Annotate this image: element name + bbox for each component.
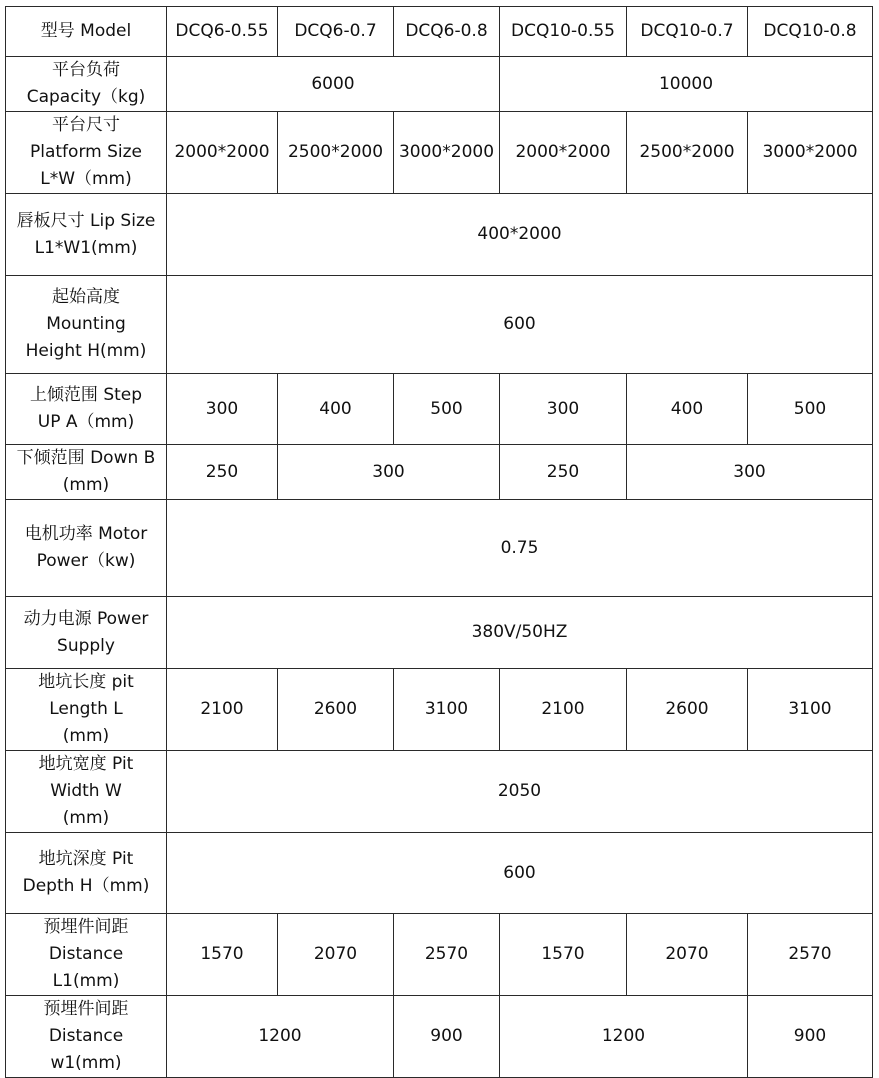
row-label-cell: 唇板尺寸 Lip Size L1*W1(mm) (6, 194, 167, 276)
row-label-cell: 电机功率 Motor Power（kw) (6, 500, 167, 597)
value-cell: 1570 (500, 914, 627, 996)
value-cell: 300 (278, 445, 500, 500)
row-label-cell: 下倾范围 Down B (mm) (6, 445, 167, 500)
value-cell: 400*2000 (167, 194, 873, 276)
spec-row (6, 669, 873, 751)
header-label-cell: 型号 Model (6, 7, 167, 57)
value-cell: 500 (394, 374, 500, 445)
spec-row (6, 194, 873, 276)
row-label-cell: 地坑宽度 Pit Width W (mm) (6, 751, 167, 833)
spec-row (6, 112, 873, 194)
spec-row (6, 500, 873, 597)
model-header-cell: DCQ10-0.55 (500, 7, 627, 57)
spec-row (6, 833, 873, 914)
value-cell: 0.75 (167, 500, 873, 597)
value-cell: 2570 (748, 914, 873, 996)
header-row (6, 7, 873, 57)
spec-row (6, 597, 873, 669)
value-cell: 400 (627, 374, 748, 445)
value-cell: 300 (167, 374, 278, 445)
row-label-cell: 平台负荷 Capacity（kg) (6, 57, 167, 112)
value-cell: 10000 (500, 57, 873, 112)
value-cell: 1200 (167, 996, 394, 1078)
value-cell: 3100 (394, 669, 500, 751)
value-cell: 1570 (167, 914, 278, 996)
value-cell: 2050 (167, 751, 873, 833)
value-cell: 2500*2000 (278, 112, 394, 194)
value-cell: 250 (167, 445, 278, 500)
value-cell: 2070 (627, 914, 748, 996)
value-cell: 600 (167, 833, 873, 914)
row-label-cell: 动力电源 Power Supply (6, 597, 167, 669)
value-cell: 2500*2000 (627, 112, 748, 194)
model-header-cell: DCQ10-0.7 (627, 7, 748, 57)
value-cell: 1200 (500, 996, 748, 1078)
model-header-cell: DCQ6-0.8 (394, 7, 500, 57)
row-label-cell: 预埋件间距 Distance w1(mm) (6, 996, 167, 1078)
value-cell: 3000*2000 (394, 112, 500, 194)
spec-table (5, 6, 873, 1078)
value-cell: 2100 (167, 669, 278, 751)
row-label-cell: 地坑长度 pit Length L (mm) (6, 669, 167, 751)
value-cell: 380V/50HZ (167, 597, 873, 669)
spec-table-body (6, 7, 873, 1078)
value-cell: 2000*2000 (500, 112, 627, 194)
value-cell: 300 (500, 374, 627, 445)
spec-row (6, 57, 873, 112)
spec-row (6, 751, 873, 833)
model-header-cell: DCQ6-0.55 (167, 7, 278, 57)
value-cell: 2600 (627, 669, 748, 751)
spec-row (6, 914, 873, 996)
value-cell: 600 (167, 276, 873, 374)
value-cell: 250 (500, 445, 627, 500)
row-label-cell: 平台尺寸 Platform Size L*W（mm) (6, 112, 167, 194)
value-cell: 900 (394, 996, 500, 1078)
value-cell: 300 (627, 445, 873, 500)
row-label-cell: 上倾范围 Step UP A（mm) (6, 374, 167, 445)
spec-row (6, 374, 873, 445)
value-cell: 2600 (278, 669, 394, 751)
model-header-cell: DCQ10-0.8 (748, 7, 873, 57)
value-cell: 2070 (278, 914, 394, 996)
spec-row (6, 276, 873, 374)
row-label-cell: 预埋件间距 Distance L1(mm) (6, 914, 167, 996)
value-cell: 500 (748, 374, 873, 445)
spec-row (6, 445, 873, 500)
value-cell: 6000 (167, 57, 500, 112)
spec-row (6, 996, 873, 1078)
value-cell: 2570 (394, 914, 500, 996)
row-label-cell: 地坑深度 Pit Depth H（mm) (6, 833, 167, 914)
value-cell: 3100 (748, 669, 873, 751)
value-cell: 900 (748, 996, 873, 1078)
value-cell: 2000*2000 (167, 112, 278, 194)
value-cell: 2100 (500, 669, 627, 751)
row-label-cell: 起始高度 Mounting Height H(mm) (6, 276, 167, 374)
model-header-cell: DCQ6-0.7 (278, 7, 394, 57)
value-cell: 3000*2000 (748, 112, 873, 194)
value-cell: 400 (278, 374, 394, 445)
